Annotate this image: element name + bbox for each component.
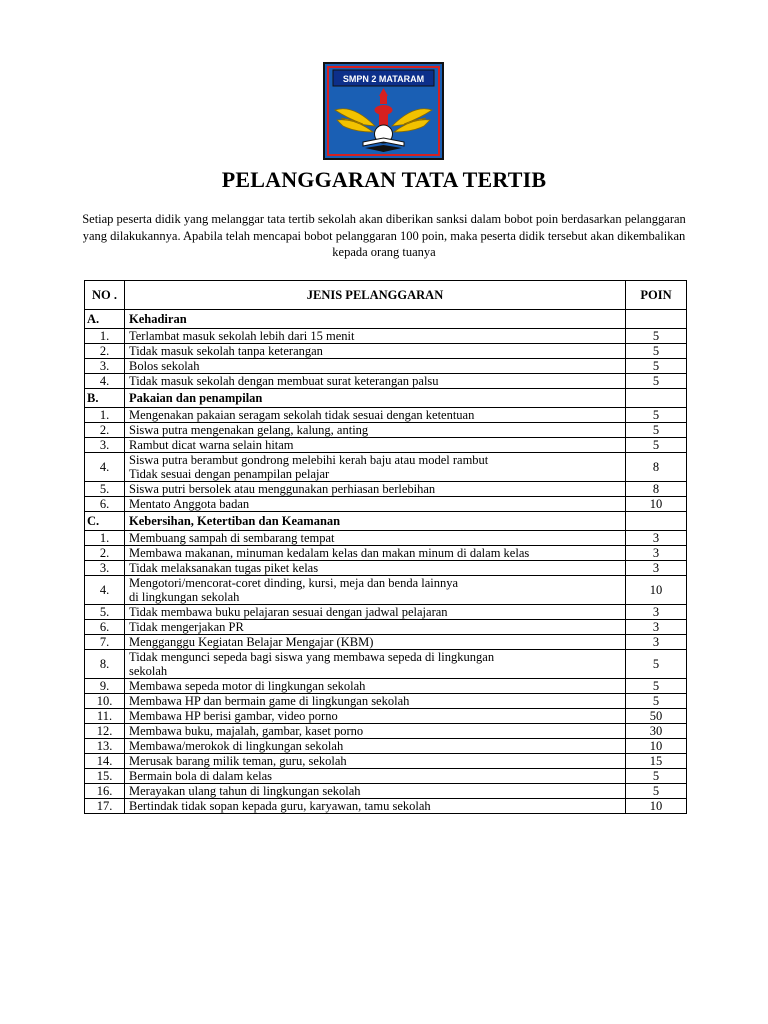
row-description-line: Mengganggu Kegiatan Belajar Mengajar (KBM) <box>129 635 374 649</box>
row-number: 9. <box>85 679 125 694</box>
header-no: NO . <box>85 281 125 310</box>
header-jenis: JENIS PELANGGARAN <box>125 281 626 310</box>
row-number: 14. <box>85 754 125 769</box>
table-row <box>85 561 687 576</box>
row-number: 8. <box>85 650 125 679</box>
section-letter: C. <box>85 512 125 531</box>
table-row <box>85 497 687 512</box>
row-description <box>125 561 626 576</box>
section-points-empty <box>626 310 687 329</box>
table-row <box>85 423 687 438</box>
table-row <box>85 329 687 344</box>
row-description-line: Tidak membawa buku pelajaran sesuai dengan jadwal pelajaran <box>129 605 448 619</box>
row-description <box>125 769 626 784</box>
row-points: 5 <box>626 769 687 784</box>
row-points: 3 <box>626 561 687 576</box>
table-row <box>85 799 687 814</box>
row-description-line: Siswa putri bersolek atau menggunakan perhiasan berlebihan <box>129 482 436 496</box>
row-number: 10. <box>85 694 125 709</box>
row-description <box>125 605 626 620</box>
row-number: 16. <box>85 784 125 799</box>
row-description-line: Mengenakan pakaian seragam sekolah tidak sesuai dengan ketentuan <box>129 408 475 422</box>
table-row <box>85 438 687 453</box>
row-points: 5 <box>626 694 687 709</box>
row-description <box>125 576 626 605</box>
row-description-line: Membawa HP dan bermain game di lingkungan sekolah <box>129 694 410 708</box>
row-description <box>125 679 626 694</box>
row-description <box>125 709 626 724</box>
row-description-line: Membawa buku, majalah, gambar, kaset porno <box>129 724 364 738</box>
section-row <box>85 512 687 531</box>
row-number: 1. <box>85 531 125 546</box>
row-number: 17. <box>85 799 125 814</box>
section-title: Kehadiran <box>125 310 626 329</box>
table-row <box>85 482 687 497</box>
row-description <box>125 453 626 482</box>
row-description <box>125 497 626 512</box>
row-points: 10 <box>626 739 687 754</box>
row-description-line: Membawa sepeda motor di lingkungan sekolah <box>129 679 366 693</box>
row-points: 8 <box>626 453 687 482</box>
row-description <box>125 784 626 799</box>
row-description <box>125 482 626 497</box>
table-row <box>85 769 687 784</box>
row-points: 5 <box>626 344 687 359</box>
row-points: 10 <box>626 497 687 512</box>
row-points: 5 <box>626 359 687 374</box>
table-row <box>85 754 687 769</box>
table-row <box>85 605 687 620</box>
row-points: 10 <box>626 799 687 814</box>
row-description-line: Membawa makanan, minuman kedalam kelas dan makan minum di dalam kelas <box>129 546 530 560</box>
table-row <box>85 344 687 359</box>
row-points: 5 <box>626 329 687 344</box>
row-description <box>125 438 626 453</box>
row-description-line: Tidak sesuai dengan penampilan pelajar <box>129 467 330 481</box>
row-description <box>125 359 626 374</box>
row-description <box>125 546 626 561</box>
row-number: 3. <box>85 561 125 576</box>
row-description-line: sekolah <box>129 664 168 678</box>
row-points: 3 <box>626 605 687 620</box>
section-letter: B. <box>85 389 125 408</box>
row-number: 13. <box>85 739 125 754</box>
row-description-line: Siswa putra mengenakan gelang, kalung, anting <box>129 423 369 437</box>
table-header-row <box>85 281 687 310</box>
row-description-line: Membuang sampah di sembarang tempat <box>129 531 335 545</box>
row-description-line: Tidak mengunci sepeda bagi siswa yang membawa sepeda di lingkungan <box>129 650 495 664</box>
row-description-line: Mengotori/mencorat-coret dinding, kursi, meja dan benda lainnya <box>129 576 459 590</box>
table-row <box>85 453 687 482</box>
row-description-line: Tidak masuk sekolah tanpa keterangan <box>129 344 323 358</box>
section-row <box>85 389 687 408</box>
page-title: PELANGGARAN TATA TERTIB <box>221 167 547 192</box>
row-points: 5 <box>626 784 687 799</box>
row-points: 5 <box>626 374 687 389</box>
row-points: 5 <box>626 423 687 438</box>
row-points: 5 <box>626 438 687 453</box>
row-description <box>125 423 626 438</box>
section-row <box>85 310 687 329</box>
row-description <box>125 754 626 769</box>
row-number: 1. <box>85 408 125 423</box>
row-number: 5. <box>85 482 125 497</box>
row-number: 2. <box>85 344 125 359</box>
table-row <box>85 374 687 389</box>
row-description-line: Merayakan ulang tahun di lingkungan sekolah <box>129 784 361 798</box>
row-description <box>125 344 626 359</box>
table-row <box>85 620 687 635</box>
row-description-line: Tidak melaksanakan tugas piket kelas <box>129 561 319 575</box>
row-description-line: Bolos sekolah <box>129 359 200 373</box>
row-number: 6. <box>85 497 125 512</box>
row-description-line: Siswa putra berambut gondrong melebihi kerah baju atau model rambut <box>129 453 489 467</box>
table-row <box>85 546 687 561</box>
row-description-line: Bertindak tidak sopan kepada guru, karyawan, tamu sekolah <box>129 799 431 813</box>
intro-paragraph: Setiap peserta didik yang melanggar tata tertib sekolah akan diberikan sanksi dalam bobot poin berdasarkan pelanggaran yang dilakukannya. Apabila telah mencapai bobot pelanggaran 100 poin, maka peserta didik tersebut akan dikembalikan kepada orang tuanya <box>82 212 686 259</box>
section-points-empty <box>626 389 687 408</box>
row-description <box>125 531 626 546</box>
row-number: 4. <box>85 576 125 605</box>
school-logo <box>323 62 444 160</box>
row-points: 3 <box>626 546 687 561</box>
row-description <box>125 374 626 389</box>
row-points: 5 <box>626 408 687 423</box>
row-description <box>125 408 626 423</box>
section-letter: A. <box>85 310 125 329</box>
row-points: 3 <box>626 635 687 650</box>
row-points: 5 <box>626 650 687 679</box>
row-number: 7. <box>85 635 125 650</box>
row-description <box>125 694 626 709</box>
row-description-line: Membawa HP berisi gambar, video porno <box>129 709 338 723</box>
row-points: 8 <box>626 482 687 497</box>
row-description-line: Mentato Anggota badan <box>129 497 250 511</box>
header-poin: POIN <box>626 281 687 310</box>
table-row <box>85 408 687 423</box>
table-row <box>85 359 687 374</box>
section-title: Pakaian dan penampilan <box>125 389 626 408</box>
table-row <box>85 635 687 650</box>
row-number: 12. <box>85 724 125 739</box>
row-description <box>125 650 626 679</box>
row-number: 3. <box>85 359 125 374</box>
table-row <box>85 650 687 679</box>
table-row <box>85 531 687 546</box>
row-points: 30 <box>626 724 687 739</box>
table-row <box>85 694 687 709</box>
row-description <box>125 799 626 814</box>
row-number: 4. <box>85 453 125 482</box>
row-description <box>125 620 626 635</box>
row-description-line: Bermain bola di dalam kelas <box>129 769 273 783</box>
row-number: 5. <box>85 605 125 620</box>
row-number: 11. <box>85 709 125 724</box>
row-description <box>125 635 626 650</box>
row-number: 2. <box>85 423 125 438</box>
row-points: 3 <box>626 531 687 546</box>
row-description-line: Rambut dicat warna selain hitam <box>129 438 294 452</box>
row-number: 4. <box>85 374 125 389</box>
row-description-line: Tidak mengerjakan PR <box>129 620 244 634</box>
table-row <box>85 576 687 605</box>
row-description-line: Tidak masuk sekolah dengan membuat surat keterangan palsu <box>129 374 439 388</box>
row-points: 3 <box>626 620 687 635</box>
row-description-line: Membawa/merokok di lingkungan sekolah <box>129 739 344 753</box>
row-description <box>125 739 626 754</box>
row-number: 6. <box>85 620 125 635</box>
row-number: 15. <box>85 769 125 784</box>
section-points-empty <box>626 512 687 531</box>
table-row <box>85 724 687 739</box>
row-description <box>125 329 626 344</box>
row-number: 1. <box>85 329 125 344</box>
row-description-line: di lingkungan sekolah <box>129 590 240 604</box>
row-points: 15 <box>626 754 687 769</box>
row-points: 50 <box>626 709 687 724</box>
row-number: 3. <box>85 438 125 453</box>
violations-table <box>84 280 687 814</box>
row-description <box>125 724 626 739</box>
logo-school-name: SMPN 2 MATARAM <box>342 74 425 84</box>
row-points: 10 <box>626 576 687 605</box>
section-title: Kebersihan, Ketertiban dan Keamanan <box>125 512 626 531</box>
table-row <box>85 784 687 799</box>
table-row <box>85 709 687 724</box>
row-description-line: Terlambat masuk sekolah lebih dari 15 menit <box>129 329 355 343</box>
table-body <box>85 310 687 814</box>
row-number: 2. <box>85 546 125 561</box>
row-points: 5 <box>626 679 687 694</box>
table-row <box>85 679 687 694</box>
table-row <box>85 739 687 754</box>
row-description-line: Merusak barang milik teman, guru, sekolah <box>129 754 347 768</box>
